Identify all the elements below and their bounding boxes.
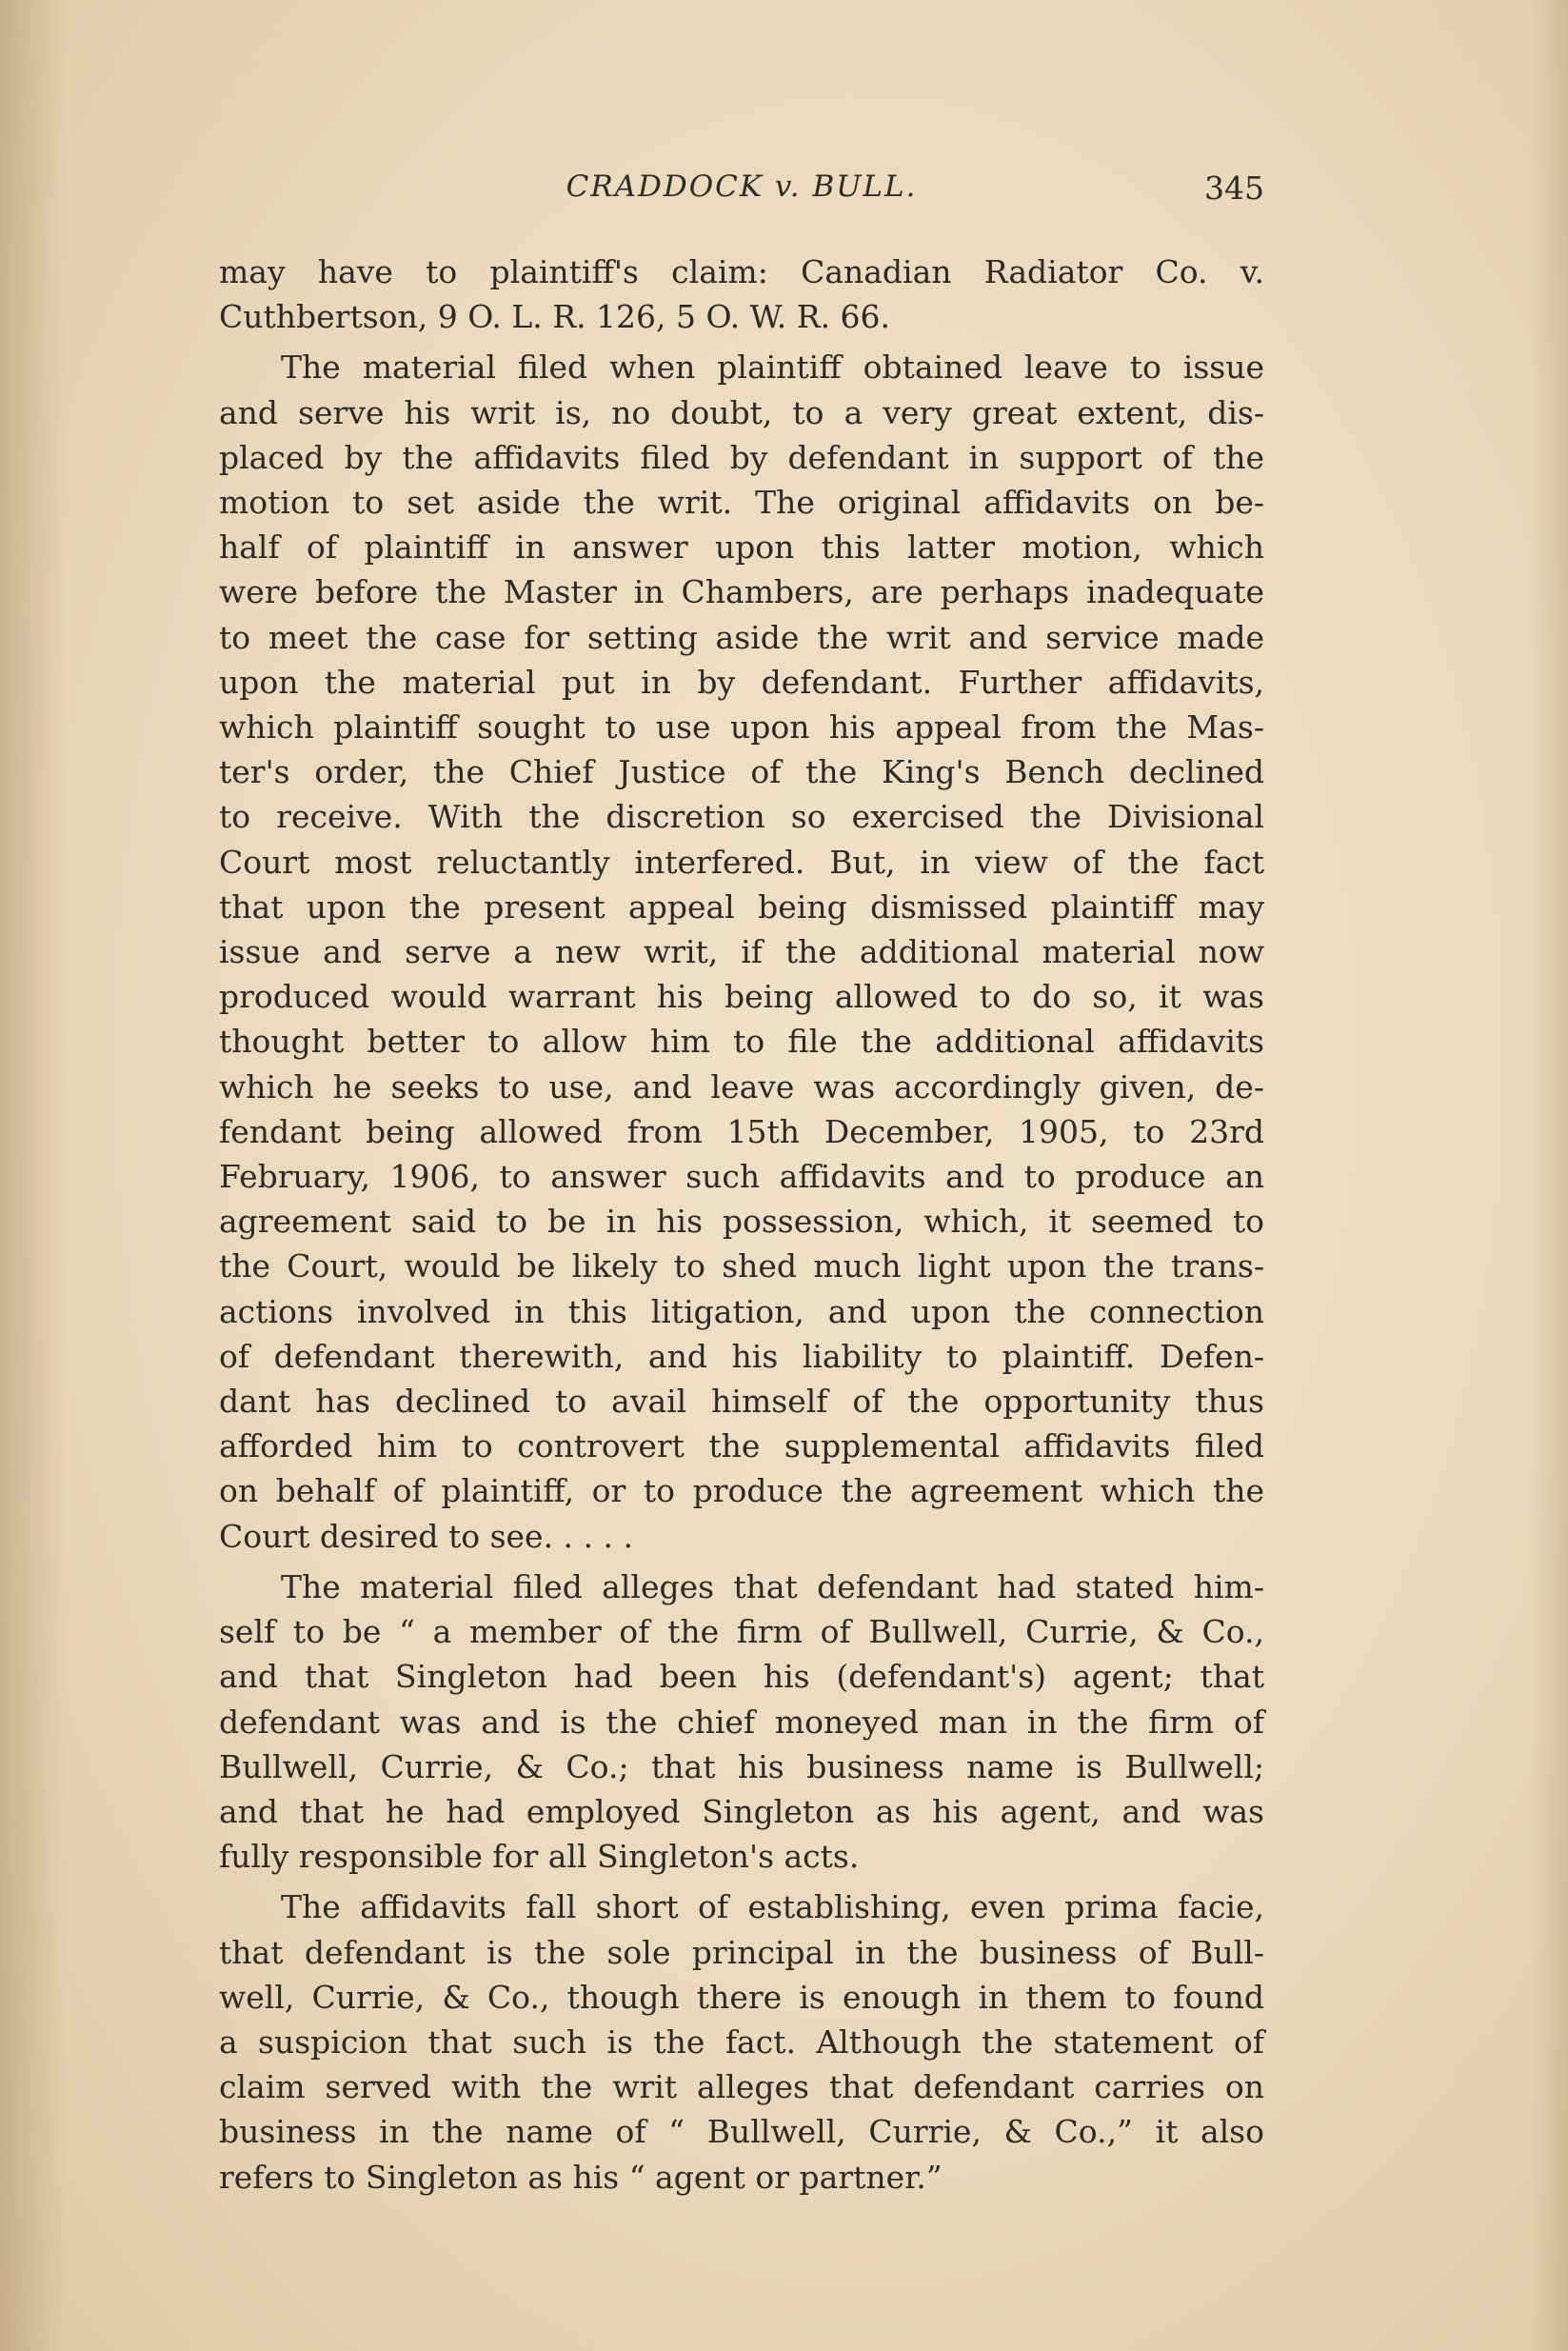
text-line: half of plaintiff in answer upon this latter motion, which: [219, 528, 1264, 567]
text-line: actions involved in this litigation, and upon the connection: [219, 1292, 1264, 1330]
text-line: agreement said to be in his possession, which, it seemed to: [219, 1203, 1264, 1241]
text-line: to receive. With the discretion so exercised the Divisional: [219, 798, 1264, 836]
text-line: and serve his writ is, no doubt, to a very great extent, dis-: [219, 393, 1264, 431]
paragraph: [219, 249, 1264, 339]
text-line: Court most reluctantly interfered. But, in view of the fact: [219, 843, 1264, 881]
text-line: business in the name of “ Bullwell, Currie, & Co.,” it also: [219, 2113, 1264, 2151]
text-line: the Court, would be likely to shed much light upon the trans-: [219, 1247, 1264, 1285]
text-line: afforded him to controvert the supplemental affidavits filed: [219, 1427, 1264, 1465]
text-line: and that Singleton had been his (defendant's) agent; that: [219, 1658, 1264, 1696]
text-line: produced would warrant his being allowed to do so, it was: [219, 978, 1264, 1016]
text-line: which plaintiff sought to use upon his appeal from the Mas-: [219, 708, 1264, 747]
paragraph: [219, 345, 1264, 1558]
text-line: on behalf of plaintiff, or to produce the agreement which the: [219, 1472, 1264, 1510]
text-line: Bullwell, Currie, & Co.; that his business name is Bullwell;: [219, 1747, 1264, 1785]
text-line: dant has declined to avail himself of the opportunity thus: [219, 1383, 1264, 1421]
text-line: which he seeks to use, and leave was accordingly given, de-: [219, 1067, 1264, 1106]
text-line: Court desired to see. . . . .: [219, 1517, 633, 1555]
paragraph: [219, 1564, 1264, 1879]
page-number: 345: [1204, 169, 1264, 207]
running-head: [219, 169, 1264, 217]
text-line: that upon the present appeal being dismissed plaintiff may: [219, 887, 1264, 926]
text-line: fendant being allowed from 15th December, 1905, to 23rd: [219, 1112, 1264, 1150]
text-line: thought better to allow him to file the additional affidavits: [219, 1023, 1264, 1061]
text-line: placed by the affidavits filed by defendant in support of the: [219, 438, 1264, 476]
text-line: and that he had employed Singleton as his agent, and was: [219, 1792, 1264, 1830]
text-line: may have to plaintiff's claim: Canadian Radiator Co. v.: [219, 253, 1264, 290]
text-line: a suspicion that such is the fact. Although the statement of: [219, 2022, 1264, 2061]
text-line: defendant was and is the chief moneyed man in the firm of: [219, 1703, 1265, 1741]
paragraph: [219, 1884, 1264, 2199]
binding-shadow: [0, 0, 67, 2351]
running-title: CRADDOCK v. BULL.: [566, 169, 918, 204]
text-line: to meet the case for setting aside the writ and service made: [219, 618, 1264, 656]
text-line: well, Currie, & Co., though there is enough in them to found: [219, 1978, 1264, 2016]
text-line: self to be “ a member of the firm of Bullwell, Currie, & Co.,: [219, 1613, 1264, 1651]
text-line: fully responsible for all Singleton's acts.: [219, 1838, 860, 1876]
text-line: that defendant is the sole principal in the business of Bull-: [219, 1933, 1264, 1971]
text-line: ter's order, the Chief Justice of the King's Bench declined: [219, 753, 1264, 791]
text-line: February, 1906, to answer such affidavits and to produce an: [219, 1158, 1264, 1196]
text-line: issue and serve a new writ, if the additional material now: [219, 933, 1264, 971]
text-line: The material filed when plaintiff obtained leave to issue: [281, 349, 1264, 387]
text-line: were before the Master in Chambers, are perhaps inadequate: [219, 573, 1264, 611]
text-line: refers to Singleton as his “ agent or partner.”: [219, 2158, 943, 2196]
text-line: Cuthbertson, 9 O. L. R. 126, 5 O. W. R. 66.: [219, 298, 891, 336]
text-line: motion to set aside the writ. The original affidavits on be-: [219, 484, 1264, 522]
text-line: The material filed alleges that defendant had stated him-: [281, 1567, 1264, 1605]
text-line: The affidavits fall short of establishing, even prima facie,: [281, 1888, 1264, 1926]
page-edge-shadow: [1530, 0, 1568, 2351]
text-line: claim served with the writ alleges that defendant carries on: [219, 2068, 1264, 2106]
body-text: [219, 249, 1264, 2200]
text-line: of defendant therewith, and his liability to plaintiff. Defen-: [219, 1337, 1264, 1375]
text-line: upon the material put in by defendant. Further affidavits,: [219, 663, 1264, 701]
